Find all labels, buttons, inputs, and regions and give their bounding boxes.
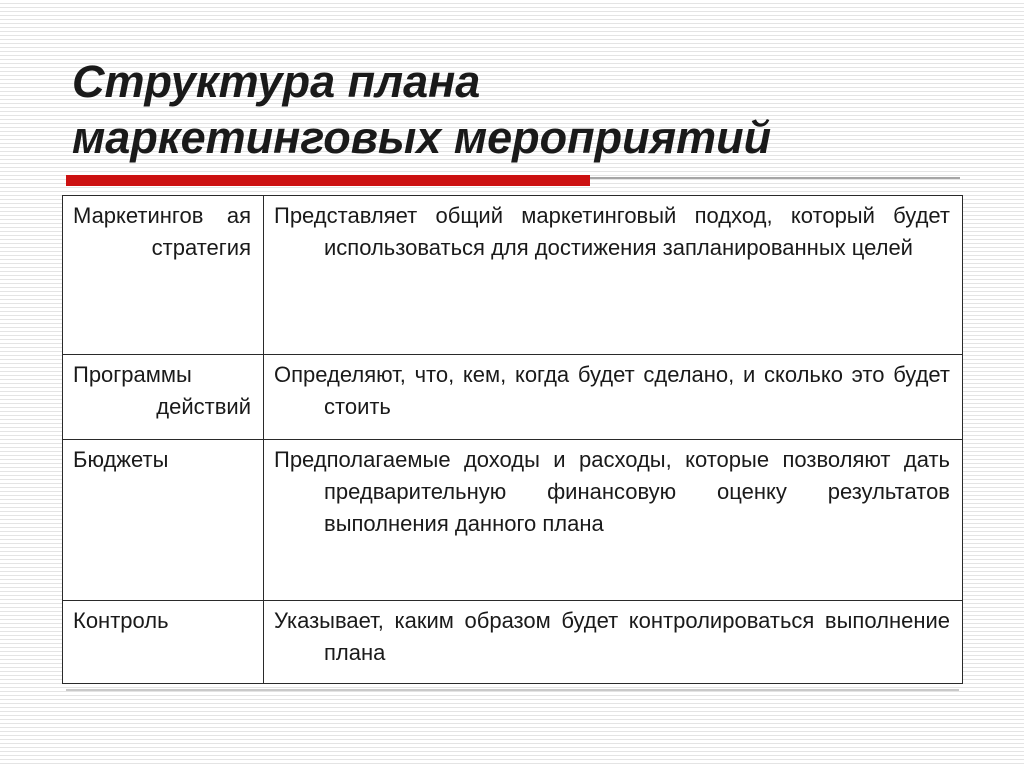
description-text: Определяют, что, кем, когда будет сделано, и сколько это будет стоить (274, 362, 950, 419)
title-accent-bar (66, 175, 590, 186)
table-cell-description (264, 355, 963, 440)
marketing-plan-table (62, 195, 963, 684)
table-cell-term (63, 440, 264, 601)
table-row (63, 440, 963, 601)
description-text: Предполагаемые доходы и расходы, которые позволяют дать предварительную финансовую оценку результатов выполнения данного плана (274, 447, 950, 536)
table-cell-term (63, 355, 264, 440)
description-text: Указывает, каким образом будет контролироваться выполнение плана (274, 608, 950, 665)
table-row (63, 196, 963, 355)
table-row (63, 601, 963, 684)
table-cell-description (264, 601, 963, 684)
title-divider-line (590, 177, 960, 179)
slide-title-line-1: Структура плана (72, 56, 481, 107)
slide-title (72, 54, 972, 166)
term-text: Маркетингов ая стратегия (73, 203, 251, 260)
term-text: Программы действий (73, 362, 251, 419)
term-text: Контроль (73, 608, 169, 633)
table-row (63, 355, 963, 440)
footer-divider-line (66, 689, 959, 691)
term-text: Бюджеты (73, 447, 169, 472)
table-cell-term (63, 196, 264, 355)
table-cell-description (264, 196, 963, 355)
description-text: Представляет общий маркетинговый подход, который будет использоваться для достижения запланированных целей (274, 203, 950, 260)
slide-title-line-2: маркетинговых мероприятий (72, 112, 772, 163)
table-cell-term (63, 601, 264, 684)
table-cell-description (264, 440, 963, 601)
